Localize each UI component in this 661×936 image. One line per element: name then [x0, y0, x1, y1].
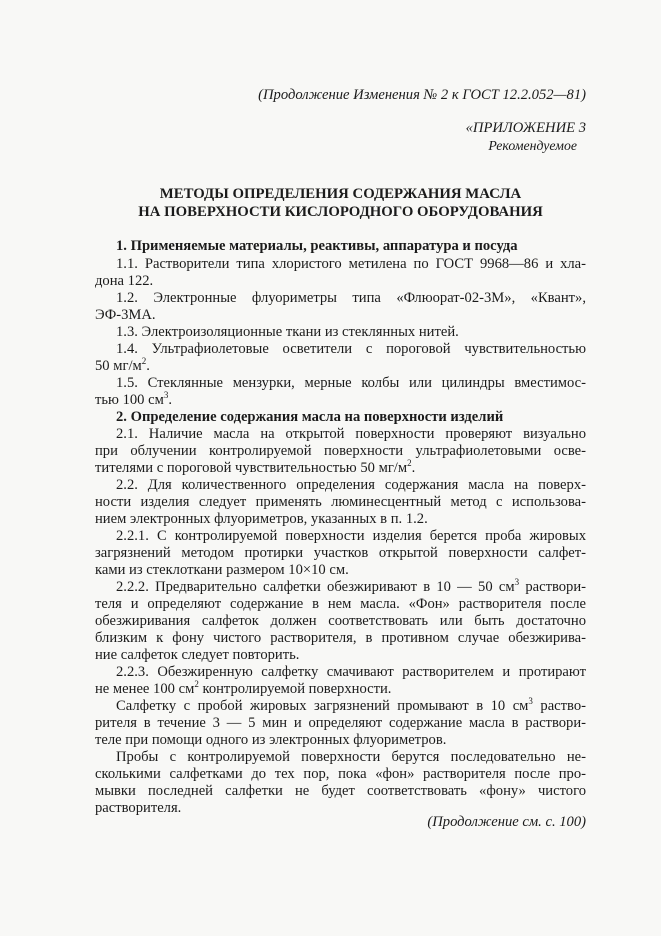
text-line: 1.2. Электронные флуориметры типа «Флюорат-02-3М», «Квант»,: [116, 290, 586, 306]
text-line: 1.4. Ультрафиолетовые осветители с пороговой чувствительностью: [116, 341, 586, 357]
text-line: 1.3. Электроизоляционные ткани из стеклянных нитей.: [116, 324, 459, 340]
text-line: нием электронных флуориметров, указанных в п. 1.2.: [95, 511, 428, 527]
appendix-label: «ПРИЛОЖЕНИЕ 3: [465, 120, 586, 136]
text-line: 1.1. Растворители типа хлористого метилена по ГОСТ 9968—86 и хла-: [116, 256, 586, 272]
text-line: теля и определяют содержание в нем масла. «Фон» растворителя после: [95, 596, 586, 612]
text-line: ЭФ-3МА.: [95, 307, 156, 323]
section-1-heading: 1. Применяемые материалы, реактивы, аппаратура и посуда: [116, 238, 518, 254]
text-line: ками из стеклоткани размером 10×10 см.: [95, 562, 349, 578]
text-line: 1.5. Стеклянные мензурки, мерные колбы или цилиндры вместимос-: [116, 375, 586, 391]
continuation-footer: (Продолжение см. с. 100): [427, 814, 586, 830]
text-line: тью 100 $см^3$.: [95, 390, 172, 408]
text-line: тителями с пороговой чувствительностью 50 $мг/м^2$.: [95, 458, 416, 476]
text-line: не менее 100 $см^2$ контролируемой поверхности.: [95, 679, 392, 697]
text-line: Пробы с контролируемой поверхности берутся последовательно не-: [116, 749, 586, 765]
text-line: рителя в течение 3 — 5 мин и определяют содержание масла в раствори-: [95, 715, 586, 731]
text-line: 2.1. Наличие масла на открытой поверхности проверяют визуально: [116, 426, 586, 442]
text-line: близким к фону чистого растворителя, в противном случае обезжирива-: [95, 630, 586, 646]
section-2-heading: 2. Определение содержания масла на поверхности изделий: [116, 409, 504, 425]
text-line: загрязнений методом протирки участков открытой поверхности салфет-: [95, 545, 586, 561]
text-line: 2.2.2. Предварительно салфетки обезжиривают в 10 — 50 $см^3$ раствори-: [116, 577, 587, 595]
text-line: 2.2.1. С контролируемой поверхности изделия берется проба жировых: [116, 528, 586, 544]
text-line: 50 $мг/м^2$.: [95, 356, 150, 374]
text-line: 2.2.3. Обезжиренную салфетку смачивают растворителем и протирают: [116, 664, 586, 680]
title-line-2: НА ПОВЕРХНОСТИ КИСЛОРОДНОГО ОБОРУДОВАНИЯ: [138, 204, 543, 220]
text-line: ние салфеток следует повторить.: [95, 647, 300, 663]
continuation-header: (Продолжение Изменения № 2 к ГОСТ 12.2.052—81): [258, 87, 586, 103]
text-line: теле при помощи одного из электронных флуориметров.: [95, 732, 447, 748]
text-line: растворителя.: [95, 800, 182, 816]
recommended-label: Рекомендуемое: [488, 138, 577, 153]
text-line: дона 122.: [95, 273, 154, 289]
text-line: ности изделия следует применять люминесцентный метод с использова-: [95, 494, 586, 510]
text-line: сколькими салфетками до тех пор, пока «фон» растворителя после про-: [95, 766, 586, 782]
text-line: Салфетку с пробой жировых загрязнений промывают в 10 $см^3$ раство-: [116, 696, 586, 714]
text-line: обезжиривания салфеток должен соответствовать или быть достаточно: [95, 613, 586, 629]
text-line: мывки последней салфетки не будет соответствовать «фону» чистого: [95, 783, 586, 799]
title-line-1: МЕТОДЫ ОПРЕДЕЛЕНИЯ СОДЕРЖАНИЯ МАСЛА: [159, 186, 522, 202]
text-line: при облучении контролируемой поверхности ультрафиолетовыми осве-: [95, 443, 586, 459]
text-line: 2.2. Для количественного определения содержания масла на поверх-: [116, 477, 586, 493]
